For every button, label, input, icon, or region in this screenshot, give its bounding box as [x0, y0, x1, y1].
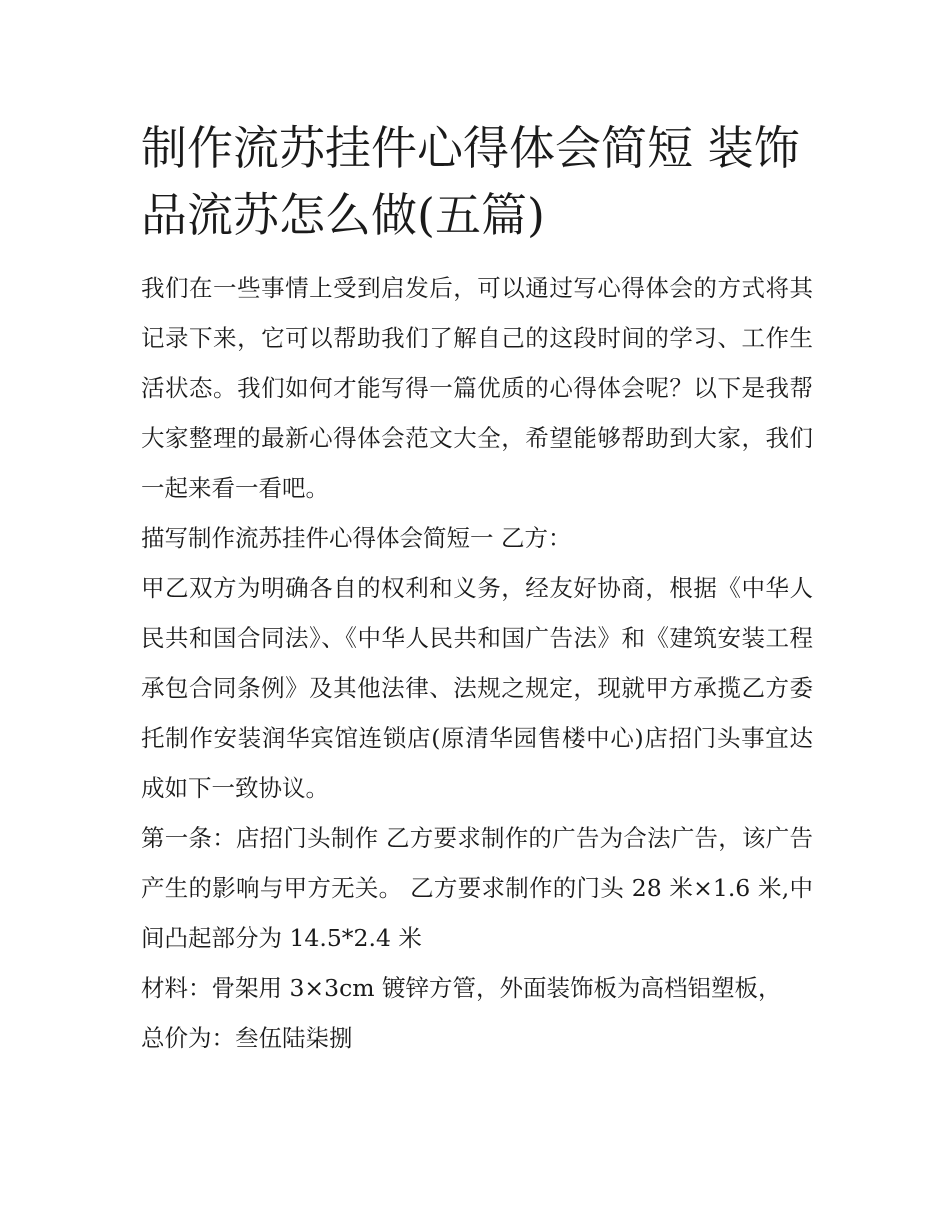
document-content — [141, 115, 813, 1063]
intro-paragraph: 我们在一些事情上受到启发后，可以通过写心得体会的方式将其记录下来，它可以帮助我们了解自己的这段时间的学习、工作生活状态。我们如何才能写得一篇优质的心得体会呢？以下是我帮大家整理的最新心得体会范文大全，希望能够帮助到大家，我们一起来看一看吧。 — [141, 274, 813, 502]
article-one-paragraph: 第一条：店招门头制作 乙方要求制作的广告为合法广告，该广告产生的影响与甲方无关。 乙方要求制作的门头 28 米×1.6 米,中间凸起部分为 14.5*2.4 米 — [141, 824, 813, 952]
section-heading: 描写制作流苏挂件心得体会简短一 乙方： — [141, 524, 572, 552]
agreement-paragraph: 甲乙双方为明确各自的权利和义务，经友好协商，根据《中华人民共和国合同法》、《中华人民共和国广告法》和《建筑安装工程承包合同条例》及其他法律、法规之规定，现就甲方承揽乙方委托制作安装润华宾馆连锁店(原清华园售楼中心)店招门头事宜达成如下一致协议。 — [141, 574, 813, 802]
materials-paragraph: 材料：骨架用 3×3cm 镀锌方管，外面装饰板为高档铝塑板， — [141, 974, 782, 1002]
document-title: 制作流苏挂件心得体会简短 装饰品流苏怎么做(五篇) — [141, 121, 800, 242]
total-price-paragraph: 总价为：叁伍陆柒捌 — [141, 1024, 353, 1052]
